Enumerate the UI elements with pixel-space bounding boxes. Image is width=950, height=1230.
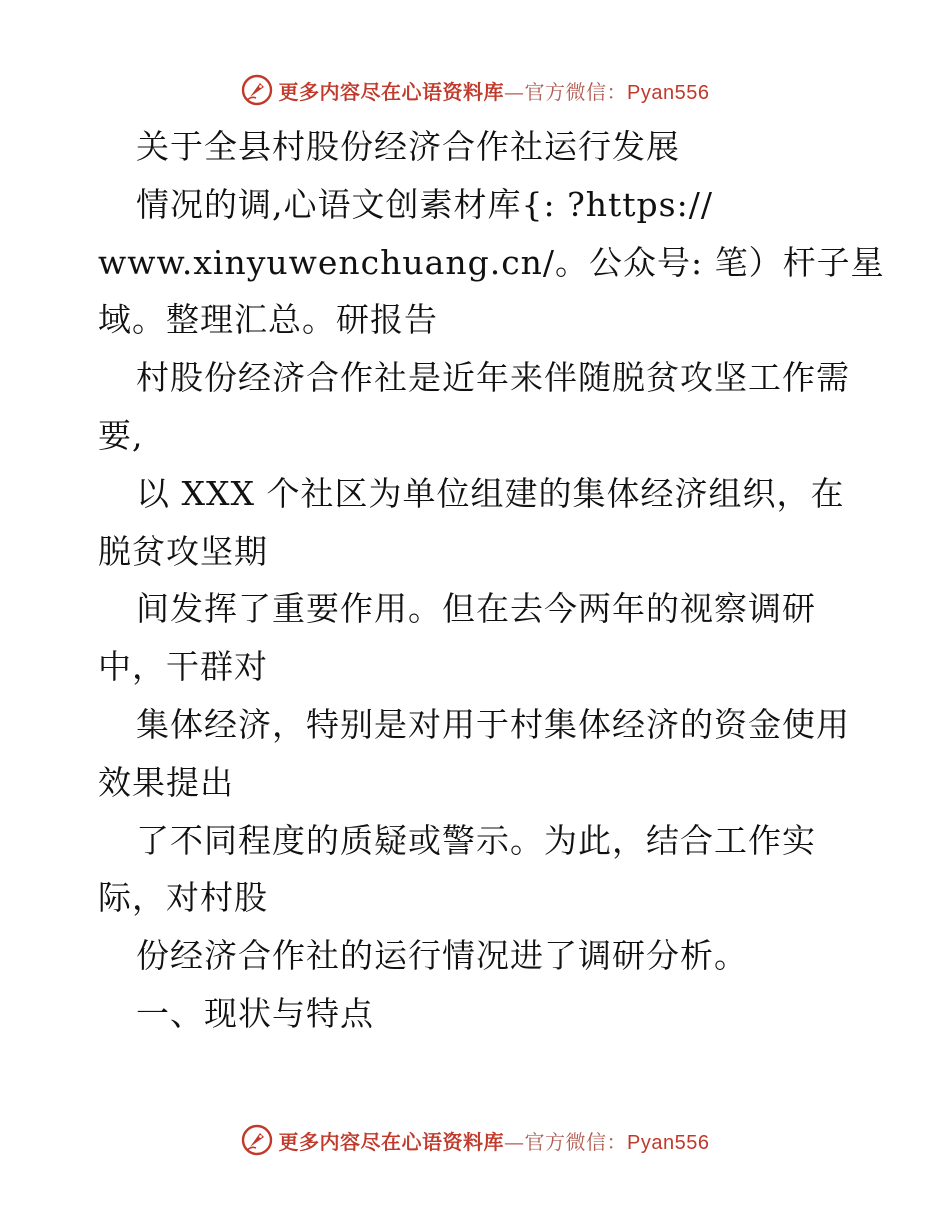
- watermark-official-label: 官方微信：: [524, 79, 628, 104]
- paragraph-line: 间发挥了重要作用。但在去今两年的视察调研: [136, 589, 816, 629]
- header-watermark: [0, 70, 950, 110]
- watermark-main: 更多内容尽在心语资料库: [278, 79, 505, 104]
- paragraph-line: 效果提出: [98, 762, 234, 802]
- paragraph-line: 村股份经济合作社是近年来伴随脱贫攻坚工作需: [136, 358, 850, 398]
- pen-nib-logo-icon: [241, 1124, 273, 1156]
- paragraph-line: 份经济合作社的运行情况进了调研分析。: [136, 936, 748, 976]
- watermark-separator: —: [504, 79, 525, 104]
- doc-title-line: 情况的调,心语文创素材库{: ?https://: [136, 184, 713, 224]
- paragraph-line: 要,: [98, 415, 144, 455]
- watermark-text: [279, 1126, 710, 1155]
- section-heading: 一、现状与特点: [136, 993, 374, 1033]
- watermark-main: 更多内容尽在心语资料库: [278, 1129, 505, 1154]
- paragraph-line: 脱贫攻坚期: [98, 531, 268, 571]
- doc-title-line: 域。整理汇总。研报告: [98, 300, 438, 340]
- watermark-text: [279, 76, 710, 105]
- watermark-wechat-id: Pyan556: [627, 81, 710, 104]
- watermark-separator: —: [504, 1129, 525, 1154]
- paragraph-line: 了不同程度的质疑或警示。为此，结合工作实: [136, 820, 816, 860]
- paragraph-line: 际，对村股: [98, 878, 268, 918]
- watermark-wechat-id: Pyan556: [627, 1131, 710, 1154]
- doc-title-line: www.xinyuwenchuang.cn/。公众号: 笔）杆子星: [98, 242, 885, 282]
- pen-nib-logo-icon: [241, 74, 273, 106]
- paragraph-line: 中，干群对: [98, 647, 268, 687]
- document-body: [98, 118, 885, 1043]
- paragraph-line: 集体经济，特别是对用于村集体经济的资金使用: [136, 704, 850, 744]
- doc-title-line: 关于全县村股份经济合作社运行发展: [136, 127, 680, 166]
- watermark-official-label: 官方微信：: [524, 1129, 628, 1154]
- paragraph-line: 以 XXX 个社区为单位组建的集体经济组织，在: [136, 473, 845, 513]
- footer-watermark: [0, 1120, 950, 1160]
